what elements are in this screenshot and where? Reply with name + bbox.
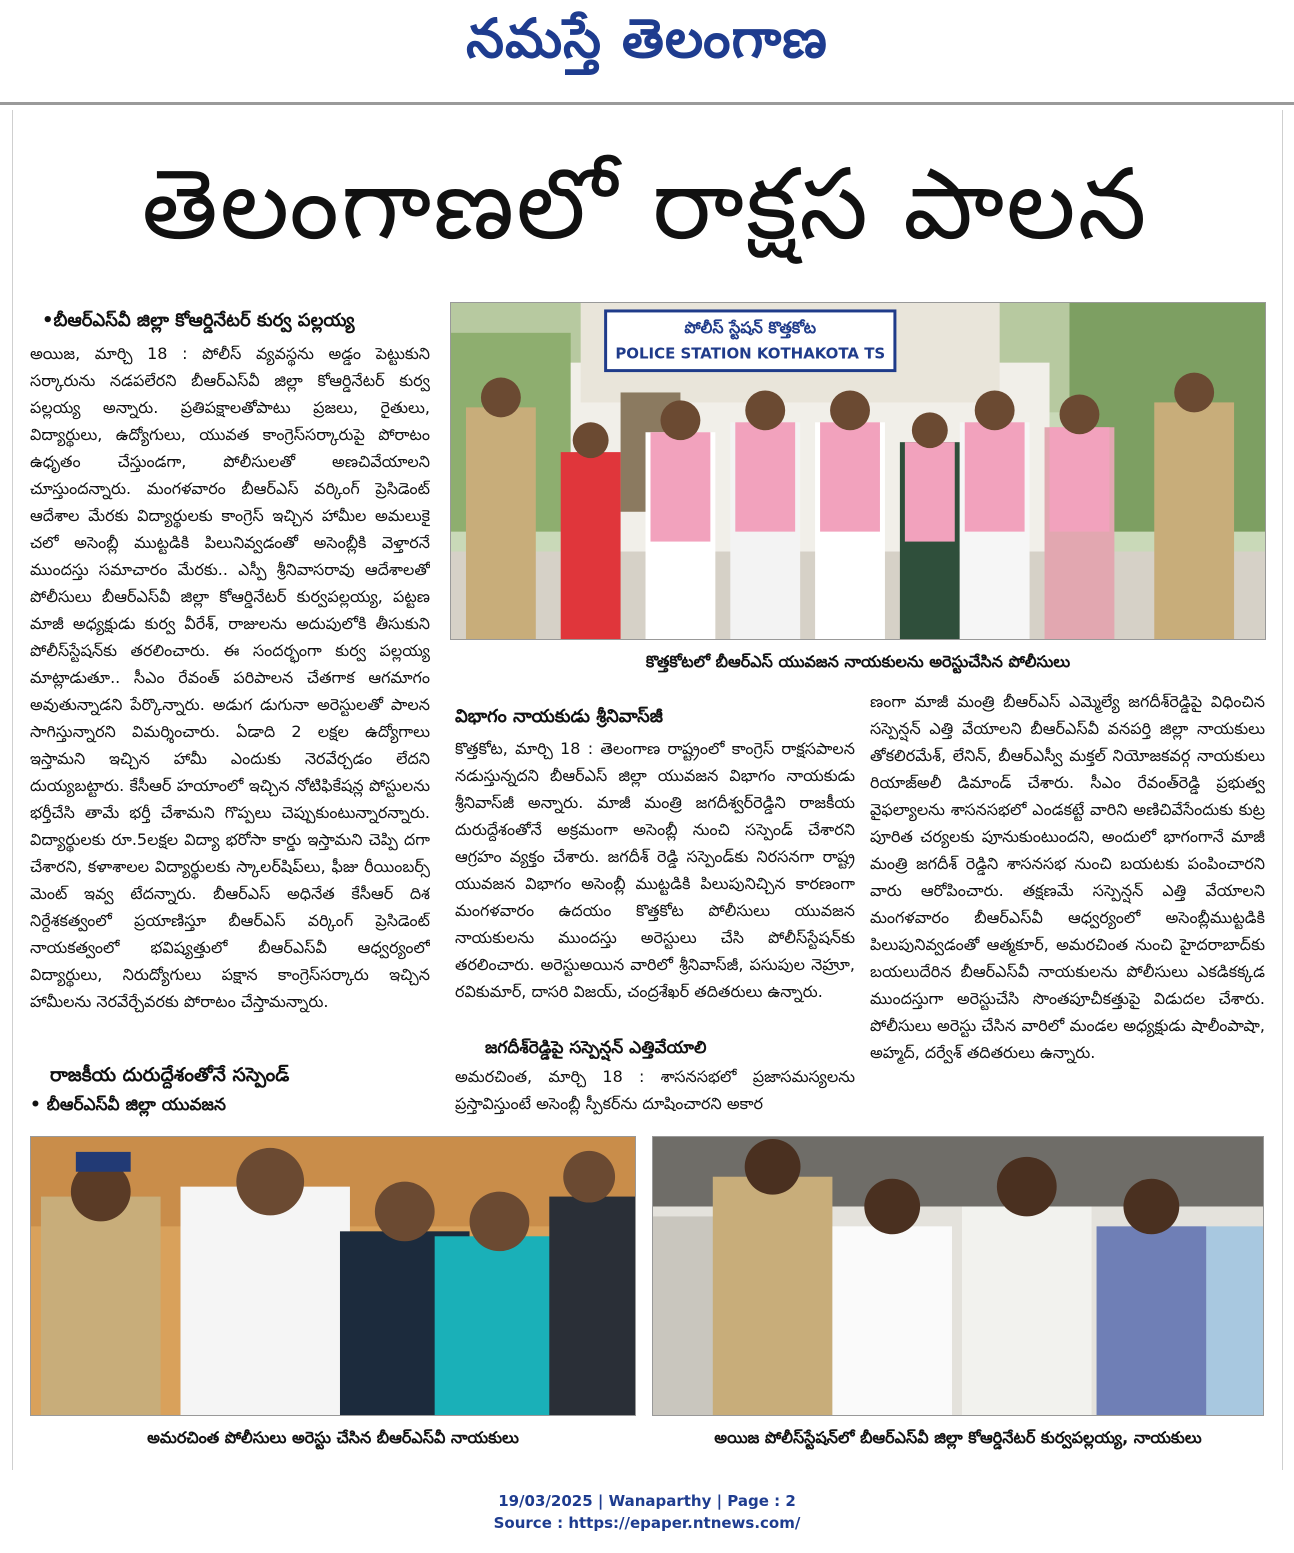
footer-source: Source : https://epaper.ntnews.com/ xyxy=(493,1514,801,1532)
photo-aiza-graphic xyxy=(653,1137,1263,1415)
photo-aiza-police-station xyxy=(652,1136,1264,1416)
middle-story-body-2 xyxy=(455,1063,855,1117)
masthead-rule xyxy=(0,102,1294,105)
police-sign-telugu: పోలీస్ స్టేషన్ కొత్తకోట xyxy=(684,317,817,337)
middle-story-text-2: అమరచింత, మార్చి 18 : శాసనసభలో ప్రజాసమస్యలను ప్రస్తావిస్తుంటే అసెంబ్లీ స్పీకర్‌ను దూషించారని అకార xyxy=(455,1067,855,1113)
middle-story-body xyxy=(455,735,855,1035)
right-story-body xyxy=(870,688,1265,1118)
newspaper-logo: నమస్తే తెలంగాణ xyxy=(466,6,828,70)
left-story-body xyxy=(30,340,430,1060)
photo-kothakota-graphic xyxy=(451,303,1265,639)
caption-top-photo: కొత్తకోటలో బీఆర్‌ఎస్ యువజన నాయకులను అరెస్టుచేసిన పోలీసులు xyxy=(645,652,1071,671)
footer-date-edition: 19/03/2025 | Wanaparthy | Page : 2 xyxy=(498,1492,796,1510)
footer xyxy=(0,1490,1294,1534)
headline: తెలంగాణలో రాక్షస పాలన xyxy=(141,148,1149,262)
middle-subhead-2: జగదీశ్‌రెడ్డిపై సస్పెన్షన్ ఎత్తివేయాలి xyxy=(485,1038,707,1058)
left-subhead: •బీఆర్‌ఎస్‌వీ జిల్లా కోఆర్డినేటర్ కుర్వ పల్లయ్య xyxy=(42,310,355,331)
middle-story-text: కొత్తకోట, మార్చి 18 : తెలంగాణ రాష్ట్రంలో కాంగ్రెస్ రాక్షసపాలన నడుస్తున్నదని బీఆర్‌ఎస్ జిల్లా యువజన విభాగం నాయకుడు శ్రీనివాస్‌జీ అన్నారు. మాజీ మంత్రి జగదీశ్వర్‌రెడ్డిని రాజకీయ దురుద్దేశంతోనే అక్రమంగా అసెంబ్లీ నుంచి సస్పెండ్ చేశారని ఆగ్రహం వ్యక్తం చేశారు. జగదీశ్ రెడ్డి సస్పెండ్‌కు నిరసనగా రాష్ట్ర యువజన విభాగం అసెంబ్లీ ముట్టడికి పిలుపునిచ్చిన కారణంగా మంగళవారం ఉదయం కొత్తకోట పోలీసులు యువజన నాయకులను ముందస్తు అరెస్టులు చేసి పోలీస్‌స్టేషన్‌కు తరలించారు. అరెస్టుఅయిన వారిలో శ్రీనివాస్‌జీ, పసుపుల నెహ్రూ, రవికుమార్, దాసరి విజయ్, చంద్రశేఖర్ తదితరులు ఉన్నారు. xyxy=(455,739,855,1001)
photo-kothakota-police-station xyxy=(450,302,1266,640)
caption-bottom-left-photo: అమరచింత పోలీసులు అరెస్టు చేసిన బీఆర్‌ఎస్‌వీ నాయకులు xyxy=(147,1428,519,1447)
column-divider-left xyxy=(12,110,13,1470)
right-story-text: ణంగా మాజీ మంత్రి బీఆర్‌ఎస్ ఎమ్మెల్యే జగదీశ్‌రెడ్డిపై విధించిన సస్పెన్షన్ ఎత్తి వేయాలని బీఆర్‌ఎస్‌వీ వనపర్తి జిల్లా నాయకులు తోకలిరమేశ్, లేనిన్, బీఆర్‌ఎస్వీ మక్తల్ నియోజకవర్గ నాయకులు రియాజ్‌అలీ డిమాండ్ చేశారు. సీఎం రేవంత్‌రెడ్డి ప్రభుత్వ వైఫల్యాలను శాసనసభలో ఎండకట్టే వారిని అణిచివేసేందుకు కుట్ర పూరిత చర్యలకు పూనుకుంటుందని, అందులో భాగంగానే మాజీ మంత్రి జగదీశ్ రెడ్డిని శాసనసభ నుంచి బయటకు పంపించారని వారు ఆరోపించారు. తక్షణమే సస్పెన్షన్ ఎత్తి వేయాలని మంగళవారం బీఆర్‌ఎస్‌వీ ఆధ్వర్యంలో అసెంబ్లీముట్టడికి పిలుపునివ్వడంతో ఆత్మకూర్, అమరచింత నుంచి హైదరాబాద్‌కు బయలుదేరిన బీఆర్‌ఎస్‌వీ నాయకులను పోలీసులు ఎకడికక్కడ ముందస్తుగా అరెస్టుచేసి సొంతపూచీకత్తుపై విడుదల చేశారు. పోలీసులు అరెస్టు చేసిన వారిలో మండల అధ్యక్షుడు షాలీంపాషా, అహ్మద్, దర్వేశ్ తదితరులు ఉన్నారు. xyxy=(870,692,1265,1062)
caption-bottom-right-photo: అయిజ పోలీస్‌స్టేషన్‌లో బీఆర్‌ఎస్‌వీ జిల్లా కోఆర్డినేటర్ కుర్వపల్లయ్య, నాయకులు xyxy=(714,1428,1202,1447)
column-divider-right xyxy=(1282,110,1283,1470)
left-subhead-2: రాజకీయ దురుద్దేశంతోనే సస్పెండ్ xyxy=(50,1064,290,1086)
left-story-text: అయిజ, మార్చి 18 : పోలీస్ వ్యవస్థను అడ్డం పెట్టుకుని సర్కారును నడపలేరని బీఆర్‌ఎస్‌వీ జిల్లా కోఆర్డినేటర్ కుర్వ పల్లయ్య అన్నారు. ప్రతిపక్షాలతోపాటు ప్రజలు, రైతులు, విద్యార్థులు, ఉద్యోగులు, యువత కాంగ్రెస్‌సర్కారుపై పోరాటం ఉధృతం చేస్తుండగా, పోలీసులతో అణచివేయాలని చూస్తుందన్నారు. మంగళవారం బీఆర్‌ఎస్ వర్కింగ్ ప్రెసిడెంట్ ఆదేశాల మేరకు విద్యార్థులకు కాంగ్రెస్ ఇచ్చిన హామీల అమలుకై చలో అసెంబ్లీ ముట్టడికి పిలునివ్వడంతో అసెంబ్లీకి వెళ్తారనే ముందస్తు సమాచారం మేరకు.. ఎస్పీ శ్రీనివాసరావు ఆదేశాలతో పోలీసులు బీఆర్‌ఎస్‌వీ జిల్లా కోఆర్డినేటర్ కుర్వపల్లయ్య, పట్టణ మాజీ అధ్యక్షుడు కుర్వ వీరేశ్, రాజులను అదుపులోకి తీసుకుని పోలీస్‌స్టేషన్‌కు తరలించారు. ఈ సందర్భంగా కుర్వ పల్లయ్య మాట్లాడుతూ.. సీఎం రేవంత్ పరిపాలన చేతగాక ఆగమాగం అవుతున్నాడని పేర్కొన్నారు. అడుగ డుగునా అరెస్టులతో పాలన సాగిస్తున్నారని విమర్శించారు. ఏడాది 2 లక్షల ఉద్యోగాలు ఇస్తామని ఇచ్చిన హామీ ఎందుకు నెరవేర్చడం లేదని దుయ్యబట్టారు. కేసీఆర్ హయాంలో ఇచ్చిన నోటిఫికేషన్ల పోస్టులను భర్తీచేసి తామే భర్తీ చేశామని గొప్పలు చెప్పుకుంటున్నారన్నారు. విద్యార్థులకు రూ.5లక్షల విద్యా భరోసా కార్డు ఇస్తామని చెప్పి దగా చేశారని, కళాశాలల విద్యార్థులకు స్కాలర్‌షిప్‌లు, ఫీజు రీయింబర్స్ మెంట్ ఇవ్వ టేదన్నారు. బీఆర్‌ఎస్ అధినేత కేసీఆర్ దిశ నిర్దేశకత్వంలో ప్రయాణిస్తూ బీఆర్‌ఎస్ వర్కింగ్ ప్రెసిడెంట్ నాయకత్వంలో భవిష్యత్తులో బీఆర్‌ఎస్‌వీ ఆధ్వర్యంలో విద్యార్థులు, నిరుద్యోగులు పక్షాన కాంగ్రెస్‌సర్కారు ఇచ్చిన హామీలను నెరవేర్చేవరకు పోరాటం చేస్తామన్నారు. xyxy=(30,344,430,1011)
photo-amarachinta xyxy=(30,1136,636,1416)
photo-amarachinta-graphic xyxy=(31,1137,635,1415)
masthead xyxy=(0,0,1294,100)
left-subhead-3: • బీఆర్‌ఎస్‌వీ జిల్లా యువజన xyxy=(30,1095,226,1115)
middle-subhead: విభాగం నాయకుడు శ్రీనివాస్‌జీ xyxy=(455,706,663,727)
police-sign-english: POLICE STATION KOTHAKOTA TS xyxy=(615,344,886,363)
